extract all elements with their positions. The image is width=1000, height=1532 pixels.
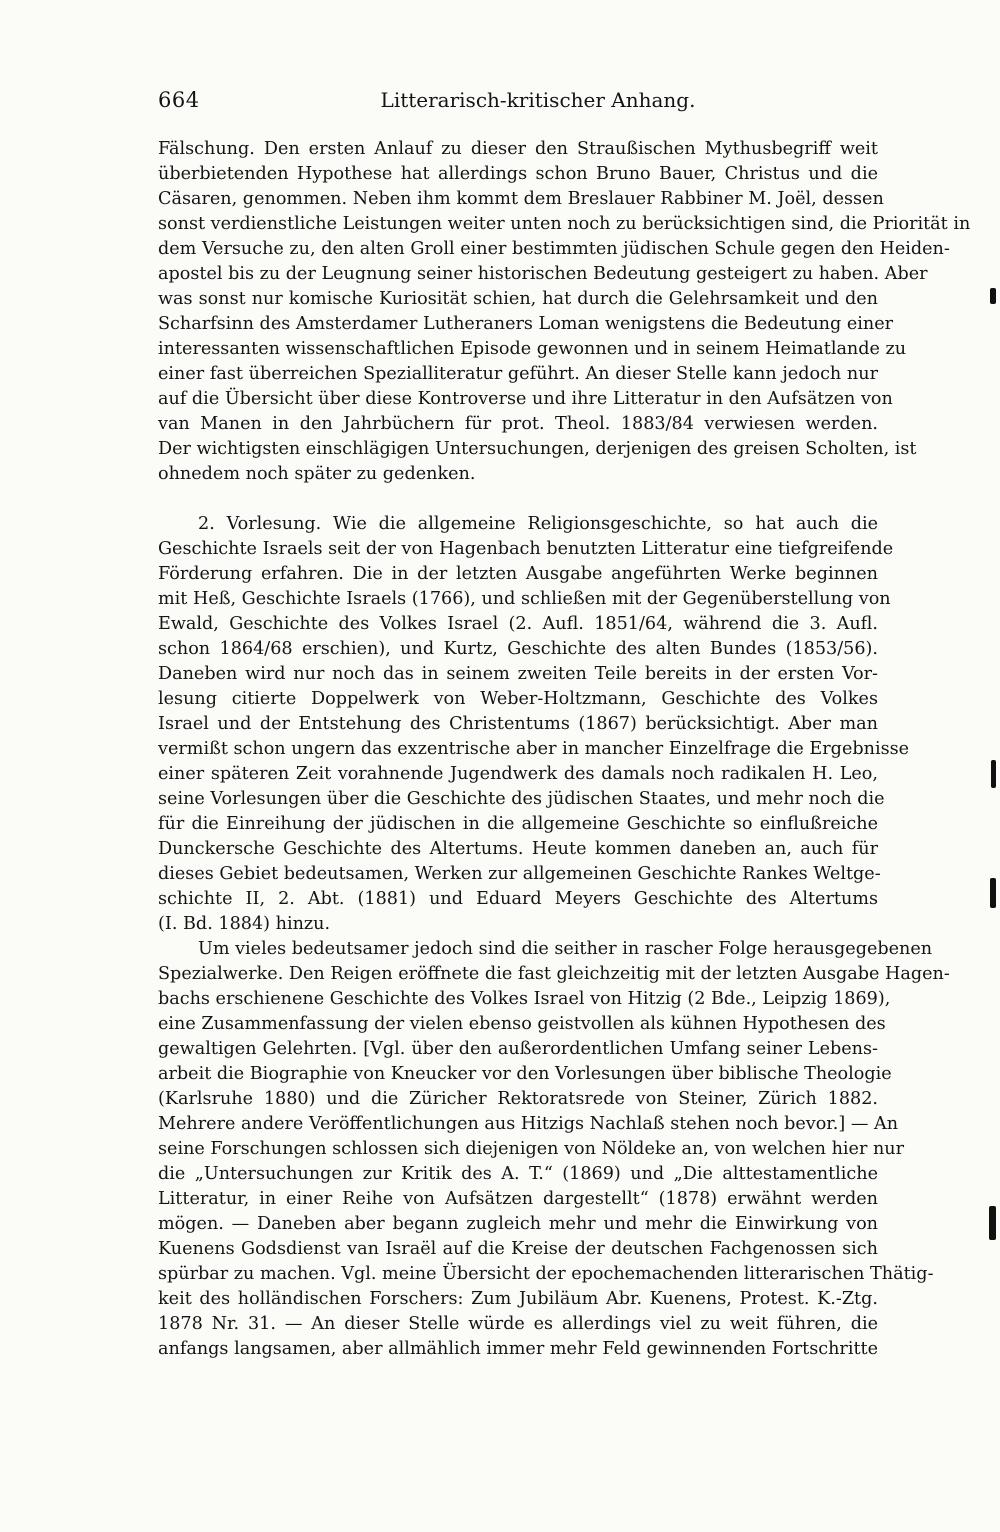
text-line: anfangs langsamen, aber allmählich immer mehr Feld gewinnenden Fortschritte bbox=[158, 1339, 878, 1359]
text-line: die „Untersuchungen zur Kritik des A. T.“ (1869) und „Die alttestamentliche bbox=[158, 1164, 878, 1184]
text-line: Israel und der Entstehung des Christentums (1867) berücksichtigt. Aber man bbox=[158, 714, 878, 734]
text-line: mit Heß, Geschichte Israels (1766), und schließen mit der Gegenüberstellung von bbox=[158, 589, 891, 609]
text-line: keit des holländischen Forschers: Zum Jubiläum Abr. Kuenens, Protest. K.-Ztg. bbox=[158, 1289, 878, 1309]
text-line: eine Zusammenfassung der vielen ebenso geistvollen als kühnen Hypothesen des bbox=[158, 1014, 886, 1034]
scan-edge-mark bbox=[990, 878, 996, 908]
text-line: 2. Vorlesung. Wie die allgemeine Religionsgeschichte, so hat auch die bbox=[198, 514, 878, 534]
text-line: Litteratur, in einer Reihe von Aufsätzen dargestellt“ (1878) erwähnt werden bbox=[158, 1189, 878, 1209]
text-line: Mehrere andere Veröffentlichungen aus Hitzigs Nachlaß stehen noch bevor.] — An bbox=[158, 1114, 899, 1134]
text-line: Förderung erfahren. Die in der letzten Ausgabe angeführten Werke beginnen bbox=[158, 564, 878, 584]
text-line: ohnedem noch später zu gedenken. bbox=[158, 464, 476, 484]
text-line: Kuenens Godsdienst van Israël auf die Kreise der deutschen Fachgenossen sich bbox=[158, 1239, 878, 1259]
text-line: interessanten wissenschaftlichen Episode gewonnen und in seinem Heimatlande zu bbox=[158, 339, 907, 359]
text-line: dieses Gebiet bedeutsamen, Werken zur allgemeinen Geschichte Rankes Weltge- bbox=[158, 864, 881, 884]
text-line: Daneben wird nur noch das in seinem zweiten Teile bereits in der ersten Vor- bbox=[158, 664, 878, 684]
text-line: (I. Bd. 1884) hinzu. bbox=[158, 914, 331, 934]
text-line: vermißt schon ungern das exzentrische aber in mancher Einzelfrage die Ergebnisse bbox=[158, 739, 910, 759]
text-line: seine Vorlesungen über die Geschichte des jüdischen Staates, und mehr noch die bbox=[158, 789, 885, 809]
text-line: 1878 Nr. 31. — An dieser Stelle würde es allerdings viel zu weit führen, die bbox=[158, 1314, 878, 1334]
text-line: Fälschung. Den ersten Anlauf zu dieser den Straußischen Mythusbegriff weit bbox=[158, 139, 878, 159]
text-line: Der wichtigsten einschlägigen Untersuchungen, derjenigen des greisen Scholten, ist bbox=[158, 439, 917, 459]
text-line: gewaltigen Gelehrten. [Vgl. über den außerordentlichen Umfang seiner Lebens- bbox=[158, 1039, 878, 1059]
text-line: für die Einreihung der jüdischen in die allgemeine Geschichte so einflußreiche bbox=[158, 814, 878, 834]
page-header bbox=[158, 88, 878, 118]
scan-edge-mark bbox=[990, 288, 996, 304]
text-line: (Karlsruhe 1880) und die Züricher Rektoratsrede von Steiner, Zürich 1882. bbox=[158, 1089, 878, 1109]
text-line: überbietenden Hypothese hat allerdings schon Bruno Bauer, Christus und die bbox=[158, 164, 878, 184]
text-line: lesung citierte Doppelwerk von Weber-Holtzmann, Geschichte des Volkes bbox=[158, 689, 878, 709]
text-line: sonst verdienstliche Leistungen weiter unten noch zu berücksichtigen sind, die Priorität in bbox=[158, 214, 971, 234]
text-line: seine Forschungen schlossen sich diejenigen von Nöldeke an, von welchen hier nur bbox=[158, 1139, 905, 1159]
page-number: 664 bbox=[158, 88, 200, 112]
text-line: einer fast überreichen Spezialliteratur geführt. An dieser Stelle kann jedoch nur bbox=[158, 364, 878, 384]
text-line: van Manen in den Jahrbüchern für prot. Theol. 1883/84 verwiesen werden. bbox=[158, 414, 878, 434]
text-line: arbeit die Biographie von Kneucker vor den Vorlesungen über biblische Theologie bbox=[158, 1064, 892, 1084]
text-line: bachs erschienene Geschichte des Volkes Israel von Hitzig (2 Bde., Leipzig 1869), bbox=[158, 989, 891, 1009]
text-line: Geschichte Israels seit der von Hagenbach benutzten Litteratur eine tiefgreifende bbox=[158, 539, 894, 559]
text-line: dem Versuche zu, den alten Groll einer bestimmten jüdischen Schule gegen den Heiden- bbox=[158, 239, 950, 259]
text-line: Dunckersche Geschichte des Altertums. Heute kommen daneben an, auch für bbox=[158, 839, 878, 859]
scan-edge-mark bbox=[989, 1206, 996, 1240]
text-line: Ewald, Geschichte des Volkes Israel (2. Aufl. 1851/64, während die 3. Aufl. bbox=[158, 614, 878, 634]
text-line: spürbar zu machen. Vgl. meine Übersicht der epochemachenden litterarischen Thätig- bbox=[158, 1264, 934, 1284]
text-line: Cäsaren, genommen. Neben ihm kommt dem Breslauer Rabbiner M. Joël, dessen bbox=[158, 189, 884, 209]
text-line: schichte II, 2. Abt. (1881) und Eduard Meyers Geschichte des Altertums bbox=[158, 889, 878, 909]
text-line: was sonst nur komische Kuriosität schien, hat durch die Gelehrsamkeit und den bbox=[158, 289, 878, 309]
text-line: apostel bis zu der Leugnung seiner historischen Bedeutung gesteigert zu haben. Aber bbox=[158, 264, 928, 284]
text-line: schon 1864/68 erschien), und Kurtz, Geschichte des alten Bundes (1853/56). bbox=[158, 639, 878, 659]
text-line: Spezialwerke. Den Reigen eröffnete die fast gleichzeitig mit der letzten Ausgabe Hagen- bbox=[158, 964, 950, 984]
text-line: mögen. — Daneben aber begann zugleich mehr und mehr die Einwirkung von bbox=[158, 1214, 878, 1234]
text-line: Um vieles bedeutsamer jedoch sind die seither in rascher Folge herausgegebenen bbox=[198, 939, 933, 959]
scan-edge-mark bbox=[991, 760, 996, 788]
text-line: auf die Übersicht über diese Kontroverse und ihre Litteratur in den Aufsätzen von bbox=[158, 389, 893, 409]
text-line: Scharfsinn des Amsterdamer Lutheraners Loman wenigstens die Bedeutung einer bbox=[158, 314, 894, 334]
text-line: einer späteren Zeit vorahnende Jugendwerk des damals noch radikalen H. Leo, bbox=[158, 764, 878, 784]
running-title: Litterarisch-kritischer Anhang. bbox=[380, 88, 696, 112]
